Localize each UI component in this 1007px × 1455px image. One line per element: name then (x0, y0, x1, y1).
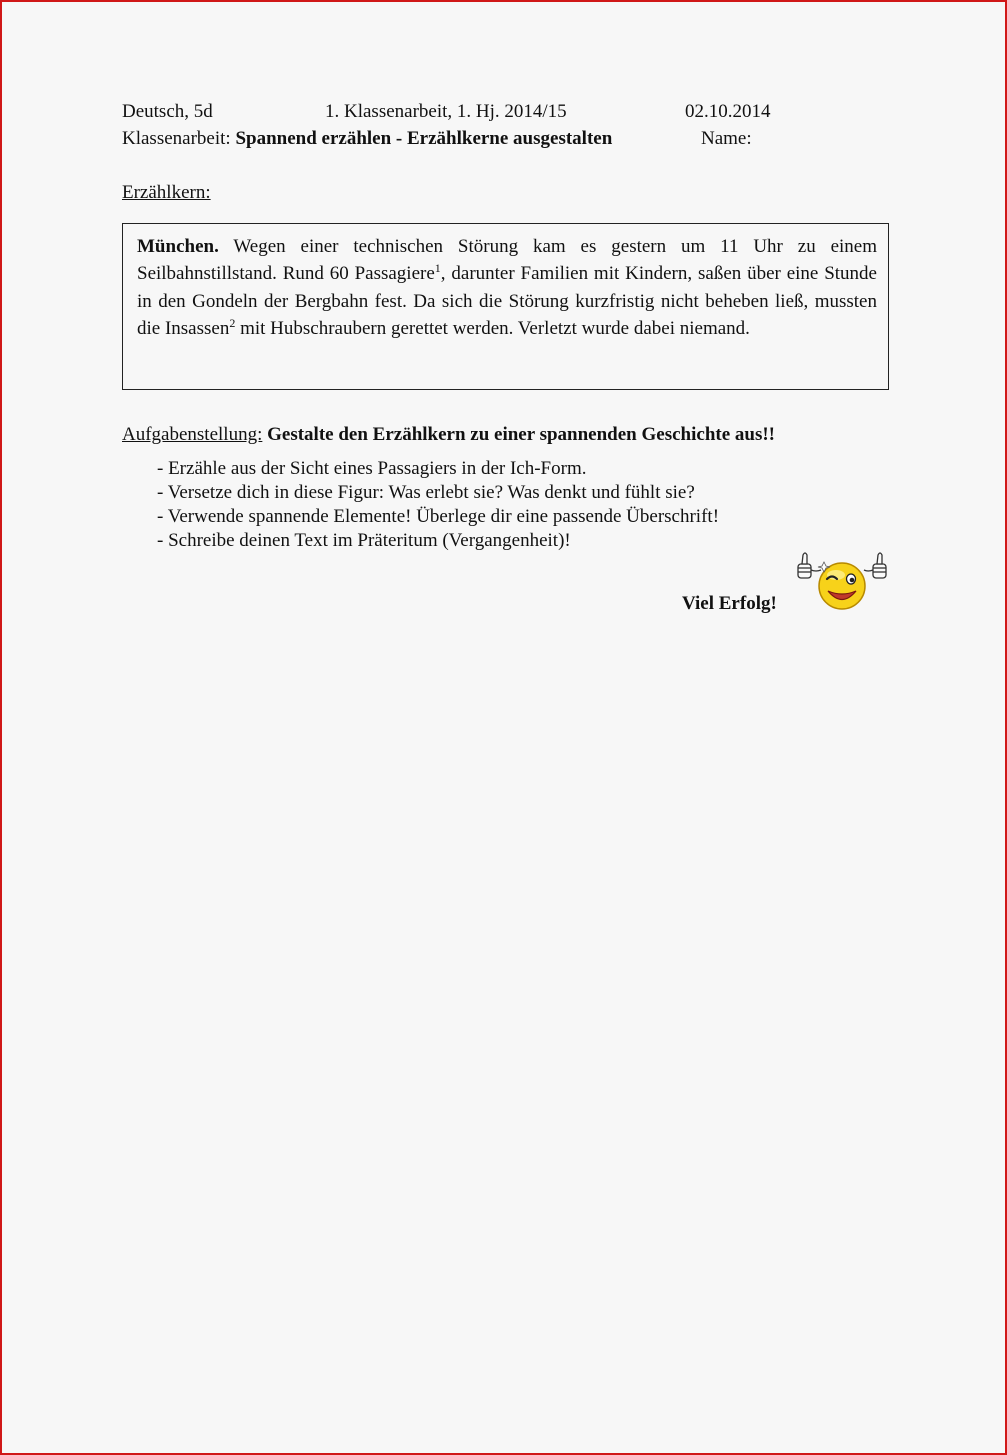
core-heading: Erzählkern: (122, 182, 211, 203)
task-item: - Versetze dich in diese Figur: Was erlebt sie? Was denkt und fühlt sie? (157, 482, 695, 503)
good-luck-text: Viel Erfolg! (682, 593, 777, 614)
story-core-box (122, 223, 889, 390)
task-line (122, 423, 775, 447)
exam-date: 02.10.2014 (685, 101, 771, 122)
topic-title: Spannend erzählen - Erzählkerne ausgestalten (235, 128, 613, 149)
task-item: - Verwende spannende Elemente! Überlege dir eine passende Überschrift! (157, 506, 720, 527)
story-city: München. (137, 236, 219, 257)
exam-title: 1. Klassenarbeit, 1. Hj. 2014/15 (325, 101, 567, 122)
footnote-2: 2 (229, 315, 236, 330)
subject-class: Deutsch, 5d (122, 101, 213, 122)
task-list (157, 457, 719, 553)
winking-thumbs-up-smiley-icon (794, 550, 890, 614)
task-item: - Schreibe deinen Text im Präteritum (Vergangenheit)! (157, 530, 571, 551)
story-core-text: München. Wegen einer technischen Störung kam es gestern um 11 Uhr zu einem Seilbahnstillstand. Rund 60 Passagiere$^1$, darunter Familien mit Kindern, saßen über eine Stunde in den Gondeln der Bergbahn fest. Da sich die Störung kurzfristig nicht beheben ließ, mussten die Insassen$^2$ mit Hubschraubern gerettet werden. Verletzt wurde dabei niemand. (137, 236, 877, 339)
task-instruction: Gestalte den Erzählkern zu einer spannenden Geschichte aus!! (267, 424, 776, 445)
footnote-1: 1 (434, 261, 441, 276)
name-field-label: Name: (701, 128, 752, 149)
topic-label: Klassenarbeit: (122, 128, 231, 149)
topic-line (122, 127, 612, 151)
task-label: Aufgabenstellung: (122, 424, 263, 445)
task-item: - Erzähle aus der Sicht eines Passagiers in der Ich-Form. (157, 458, 587, 479)
